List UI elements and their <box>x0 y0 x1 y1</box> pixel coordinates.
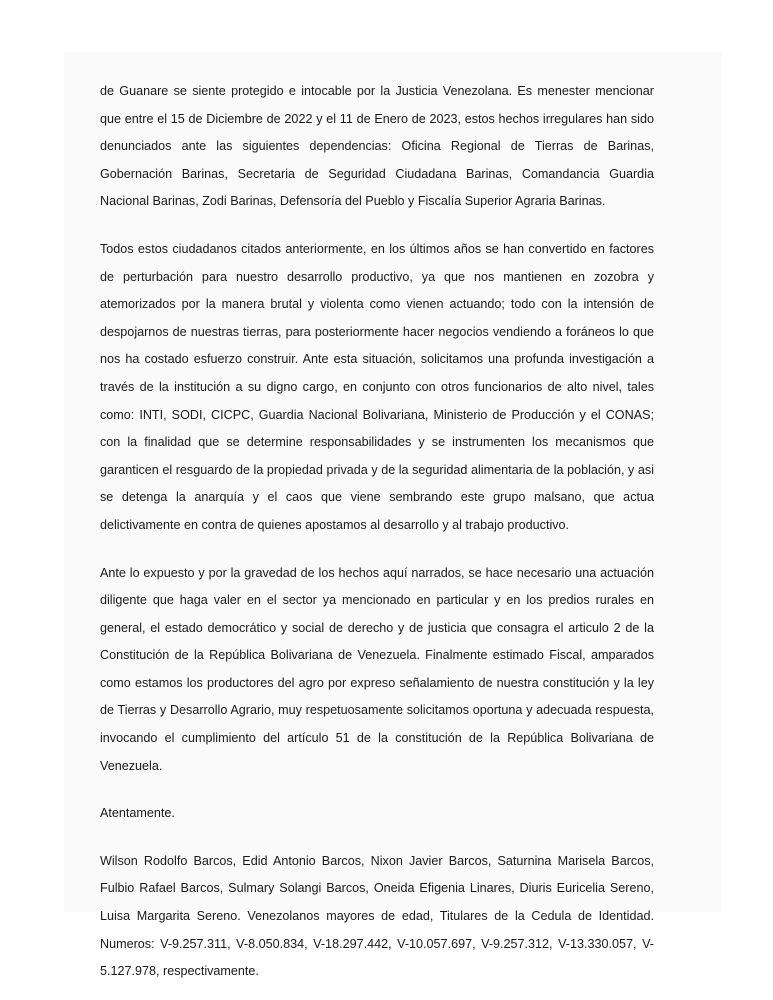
paragraph-3: Ante lo expuesto y por la gravedad de los hechos aquí narrados, se hace necesario una actuación diligente que haga valer en el sector ya mencionado en particular y en los predios rurales en general, el estado democrático y social de derecho y de justicia que consagra el articulo 2 de la Constitución de la República Bolivariana de Venezuela. Finalmente estimado Fiscal, amparados como estamos los productores del agro por expreso señalamiento de nuestra constitución y la ley de Tierras y Desarrollo Agrario, muy respetuosamente solicitamos oportuna y adecuada respuesta, invocando el cumplimiento del artículo 51 de la constitución de la República Bolivariana de Venezuela. <box>100 565 654 773</box>
letter-body <box>100 78 654 986</box>
paragraph-1: de Guanare se siente protegido e intocable por la Justicia Venezolana. Es menester mencionar que entre el 15 de Diciembre de 2022 y el 11 de Enero de 2023, estos hechos irregulares han sido denunciados ante las siguientes dependencias: Oficina Regional de Tierras de Barinas, Gobernación Barinas, Secretaria de Seguridad Ciudadana Barinas, Comandancia Guardia Nacional Barinas, Zodi Barinas, Defensoría del Pueblo y Fiscalía Superior Agraria Barinas. <box>100 84 654 209</box>
paragraph-2: Todos estos ciudadanos citados anteriormente, en los últimos años se han convertido en factores de perturbación para nuestro desarrollo productivo, ya que nos mantienen en zozobra y atemorizados por la manera brutal y violenta como vienen actuando; todo con la intensión de despojarnos de nuestras tierras, para posteriormente hacer negocios vendiendo a foráneos lo que nos ha costado esfuerzo construir. Ante esta situación, solicitamos una profunda investigación a través de la institución a su digno cargo, en conjunto con otros funcionarios de alto nivel, tales como: INTI, SODI, CICPC, Guardia Nacional Bolivariana, Ministerio de Producción y el CONAS; con la finalidad que se determine responsabilidades y se instrumenten los mecanismos que garanticen el resguardo de la propiedad privada y de la seguridad alimentaria de la población, y asi se detenga la anarquía y el caos que viene sembrando este grupo malsano, que actua delictivamente en contra de quienes apostamos al desarrollo y al trabajo productivo. <box>100 241 654 532</box>
signers-list: Wilson Rodolfo Barcos, Edid Antonio Barcos, Nixon Javier Barcos, Saturnina Marisela Barcos, Fulbio Rafael Barcos, Sulmary Solangi Barcos, Oneida Efigenia Linares, Diuris Euricelia Sereno, Luisa Margarita Sereno. Venezolanos mayores de edad, Titulares de la Cedula de Identidad. Numeros: V-9.257.311, V-8.050.834, V-18.297.442, V-10.057.697, V-9.257.312, V-13.330.057, V-5.127.978, respectivamente. <box>100 853 654 979</box>
closing-salutation: Atentamente. <box>100 806 175 821</box>
